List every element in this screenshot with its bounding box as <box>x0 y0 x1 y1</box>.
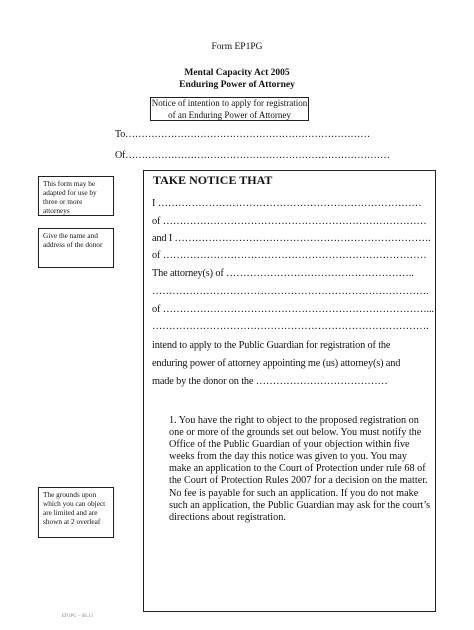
act-subtitle: Enduring Power of Attorney <box>179 80 295 90</box>
act-name: Mental Capacity Act 2005 <box>184 68 290 78</box>
notice-title-line-1: Notice of intention to apply for registration <box>151 98 308 108</box>
attorney-name-field[interactable]: and I …………………………………………………………………. <box>152 233 431 244</box>
side-note-donor: Give the name and address of the donor <box>38 228 114 268</box>
of-field[interactable]: Of……………………………………………………………………… <box>115 150 390 161</box>
take-notice-heading: TAKE NOTICE THAT <box>153 173 273 187</box>
to-field[interactable]: To………………………………………………………………… <box>115 129 371 140</box>
attorneys-address-field[interactable]: of ……………………………………………………………………... <box>152 304 434 315</box>
side-note-attorneys: This form may be adapted for use by three or more attorneys <box>38 176 114 216</box>
date-made-field[interactable]: made by the donor on the ………………………………… <box>152 376 388 387</box>
form-code: Form EP1PG <box>211 42 263 52</box>
attorneys-address-continuation[interactable]: ………………………………………………………………………. <box>152 321 429 332</box>
notice-title-box <box>150 97 309 121</box>
act-title <box>0 67 474 91</box>
donor-name-field[interactable]: I …………………………………………………………………… <box>152 198 422 209</box>
intent-line-1: intend to apply to the Public Guardian for registration of the <box>152 340 391 351</box>
intent-line-2: enduring power of attorney appointing me (us) attorney(s) and <box>152 358 401 369</box>
attorneys-of-continuation[interactable]: ………………………………………………………………………. <box>152 286 429 297</box>
objection-paragraph: 1. You have the right to object to the proposed registration on one or more of the grounds set out below. You must notify the Office of the Public Guardian of your objection within five weeks from the day this notice was given to you. You may make an application to the Court of Protection under rule 68 of the Court of Protection Rules 2007 for a decision on the matter. No fee is payable for such an application. If you do not make such an application, the Public Guardian may ask for the court’s directions about registration. <box>169 415 431 523</box>
attorneys-of-field[interactable]: The attorney(s) of ……………………………………………….. <box>152 268 414 279</box>
attorney-address-field[interactable]: of …………………………………………………………………… <box>152 250 427 261</box>
donor-address-field[interactable]: of …………………………………………………………………… <box>152 216 427 227</box>
footer-form-code: EP1PG – 08.13 <box>62 614 93 619</box>
side-note-grounds: The grounds upon which you can object are limited and are shown at 2 overleaf <box>38 487 114 538</box>
notice-title-line-2: of an Enduring Power of Attorney <box>168 109 291 120</box>
